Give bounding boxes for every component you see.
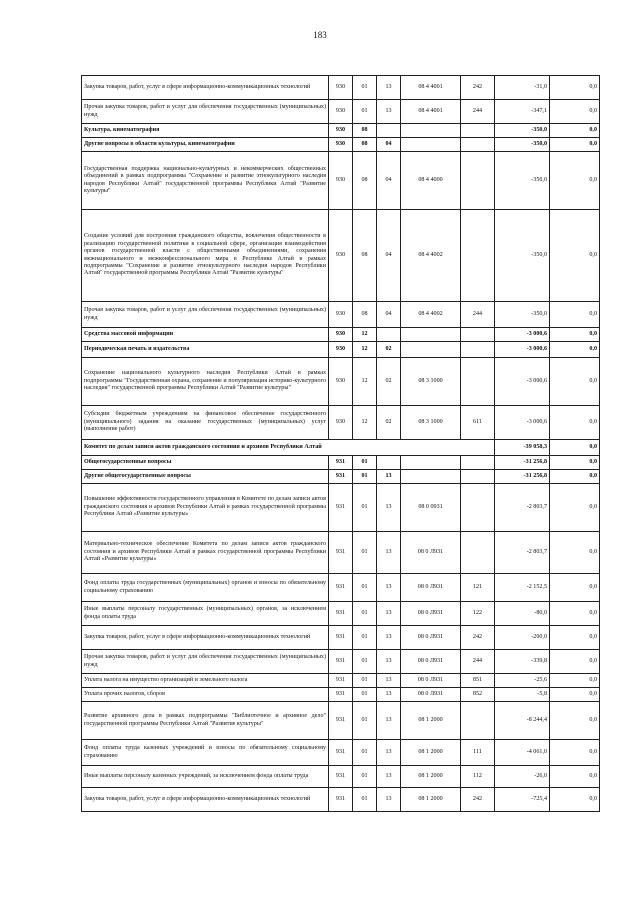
row-section-code: 01	[353, 100, 377, 124]
row-amount-2: 0,0	[550, 152, 600, 210]
row-section-code: 08	[353, 124, 377, 138]
row-grbs-code: 931	[329, 574, 353, 602]
row-expense-type: 852	[461, 688, 495, 702]
row-target-article: 08 4 4000	[401, 152, 461, 210]
row-grbs-code: 931	[329, 788, 353, 812]
row-amount-1: -26,0	[495, 766, 550, 788]
row-grbs-code: 931	[329, 626, 353, 650]
row-amount-1: -725,4	[495, 788, 550, 812]
row-subsection-code: 13	[377, 688, 401, 702]
row-section-code: 01	[353, 702, 377, 740]
row-grbs-code: 930	[329, 124, 353, 138]
row-section-code: 08	[353, 210, 377, 302]
budget-table-body	[82, 76, 600, 812]
row-section-code: 01	[353, 602, 377, 626]
row-amount-2: 0,0	[550, 138, 600, 152]
row-amount-1: -39 058,3	[495, 440, 550, 456]
row-grbs-code: 930	[329, 302, 353, 328]
table-row	[82, 406, 600, 440]
row-expense-type: 244	[461, 100, 495, 124]
row-amount-2: 0,0	[550, 766, 600, 788]
row-amount-1: -5,8	[495, 688, 550, 702]
row-name: Фонд оплаты труда казенных учреждений и взносы по обязательному социальному страхованию	[82, 740, 329, 766]
row-subsection-code: 04	[377, 302, 401, 328]
row-amount-1: -2 803,7	[495, 532, 550, 574]
row-amount-2: 0,0	[550, 484, 600, 532]
row-target-article: 08 0 Л931	[401, 650, 461, 674]
row-target-article: 08 0 Л931	[401, 626, 461, 650]
row-name: Прочая закупка товаров, работ и услуг для обеспечения государственных (муниципальных) нужд	[82, 100, 329, 124]
row-expense-type	[461, 342, 495, 358]
row-expense-type	[461, 210, 495, 302]
row-amount-1: -350,0	[495, 138, 550, 152]
row-name: Средства массовой информации	[82, 328, 329, 342]
row-expense-type	[461, 124, 495, 138]
row-name: Комитет по делам записи актов гражданского состояния и архивов Республики Алтай	[82, 440, 495, 456]
row-name: Материально-техническое обеспечение Комитета по делам записи актов гражданского состояния и архивов Республики Алтай в рамках государственной программы Республики Алтай «Развитие культуры»	[82, 532, 329, 574]
row-subsection-code: 13	[377, 532, 401, 574]
table-row	[82, 766, 600, 788]
row-amount-2: 0,0	[550, 470, 600, 484]
table-row	[82, 674, 600, 688]
row-section-code: 01	[353, 484, 377, 532]
row-name: Закупка товаров, работ, услуг в сфере информационно-коммуникационных технологий	[82, 76, 329, 100]
row-expense-type: 851	[461, 674, 495, 688]
row-name: Другие общегосударственные вопросы	[82, 470, 329, 484]
row-amount-1: -31 256,8	[495, 470, 550, 484]
row-section-code: 08	[353, 302, 377, 328]
row-grbs-code: 930	[329, 210, 353, 302]
row-section-code: 01	[353, 674, 377, 688]
row-section-code: 12	[353, 328, 377, 342]
row-amount-2: 0,0	[550, 210, 600, 302]
table-row	[82, 484, 600, 532]
row-grbs-code: 931	[329, 740, 353, 766]
row-target-article: 08 1 2000	[401, 766, 461, 788]
row-name: Прочая закупка товаров, работ и услуг для обеспечения государственных (муниципальных) нужд	[82, 302, 329, 328]
row-target-article: 08 1 2000	[401, 702, 461, 740]
row-amount-1: -350,0	[495, 152, 550, 210]
row-amount-2: 0,0	[550, 574, 600, 602]
row-section-code: 12	[353, 358, 377, 406]
row-subsection-code: 13	[377, 702, 401, 740]
row-subsection-code: 02	[377, 342, 401, 358]
row-expense-type	[461, 484, 495, 532]
row-amount-2: 0,0	[550, 740, 600, 766]
row-amount-2: 0,0	[550, 358, 600, 406]
table-row	[82, 152, 600, 210]
row-expense-type: 242	[461, 626, 495, 650]
row-subsection-code: 02	[377, 406, 401, 440]
row-grbs-code: 931	[329, 470, 353, 484]
row-expense-type	[461, 328, 495, 342]
row-section-code: 01	[353, 788, 377, 812]
row-target-article	[401, 138, 461, 152]
row-name: Фонд оплаты труда государственных (муниципальных) органов и взносы по обязательному социальному страхованию	[82, 574, 329, 602]
row-section-code: 01	[353, 650, 377, 674]
table-row	[82, 328, 600, 342]
row-name: Государственная поддержка национально-культурных и некоммерческих общественных объединений в рамках подпрограммы "Сохранение и развитие этнокультурного наследия народов Республики Алтай" государственной программы Республики Алтай "Развитие культуры"	[82, 152, 329, 210]
row-subsection-code: 04	[377, 152, 401, 210]
row-expense-type: 244	[461, 650, 495, 674]
row-amount-2: 0,0	[550, 124, 600, 138]
row-amount-2: 0,0	[550, 302, 600, 328]
row-section-code: 01	[353, 76, 377, 100]
table-row	[82, 138, 600, 152]
row-target-article: 08 0 Л931	[401, 674, 461, 688]
row-section-code: 01	[353, 766, 377, 788]
row-subsection-code: 02	[377, 358, 401, 406]
row-subsection-code: 13	[377, 626, 401, 650]
row-expense-type: 111	[461, 740, 495, 766]
table-row	[82, 740, 600, 766]
row-amount-1: -31 256,8	[495, 456, 550, 470]
row-expense-type	[461, 138, 495, 152]
row-name: Иные выплаты персоналу государственных (муниципальных) органов, за исключением фонда оплаты труда	[82, 602, 329, 626]
row-amount-2: 0,0	[550, 788, 600, 812]
row-name: Сохранение национального культурного наследия Республики Алтай в рамках подпрограммы "Государственная охрана, сохранение и популяризация историко-культурного наследия" государственной программы Республики Алтай "Развитие культуры"	[82, 358, 329, 406]
row-amount-1: -3 000,6	[495, 328, 550, 342]
table-row	[82, 650, 600, 674]
table-row	[82, 302, 600, 328]
row-grbs-code: 930	[329, 138, 353, 152]
row-grbs-code: 930	[329, 328, 353, 342]
row-amount-2: 0,0	[550, 342, 600, 358]
table-row	[82, 470, 600, 484]
row-name: Развитие архивного дела в рамках подпрограммы "Библиотечное и архивное дело" государственной программы Республики Алтай "Развитие культуры"	[82, 702, 329, 740]
row-amount-1: -350,0	[495, 210, 550, 302]
row-expense-type	[461, 470, 495, 484]
row-name: Другие вопросы в области культуры, кинематографии	[82, 138, 329, 152]
row-expense-type	[461, 456, 495, 470]
row-amount-1: -3 000,6	[495, 342, 550, 358]
table-row	[82, 76, 600, 100]
row-amount-1: -3 000,6	[495, 406, 550, 440]
row-target-article: 08 1 2000	[401, 788, 461, 812]
row-amount-2: 0,0	[550, 456, 600, 470]
page-number: 183	[313, 30, 327, 40]
table-row	[82, 574, 600, 602]
row-amount-1: -2 803,7	[495, 484, 550, 532]
row-amount-2: 0,0	[550, 626, 600, 650]
row-target-article: 08 4 4002	[401, 302, 461, 328]
row-grbs-code: 930	[329, 358, 353, 406]
row-name: Периодическая печать и издательства	[82, 342, 329, 358]
row-name: Прочая закупка товаров, работ и услуг для обеспечения государственных (муниципальных) нужд	[82, 650, 329, 674]
row-grbs-code: 931	[329, 602, 353, 626]
row-amount-2: 0,0	[550, 328, 600, 342]
row-amount-2: 0,0	[550, 674, 600, 688]
table-row	[82, 788, 600, 812]
row-grbs-code: 930	[329, 342, 353, 358]
row-amount-1: -3 000,6	[495, 358, 550, 406]
row-grbs-code: 931	[329, 688, 353, 702]
row-amount-1: -2 152,5	[495, 574, 550, 602]
row-section-code: 01	[353, 470, 377, 484]
row-target-article: 08 0 Л931	[401, 602, 461, 626]
row-target-article: 08 0 Л931	[401, 688, 461, 702]
row-target-article: 08 3 1000	[401, 358, 461, 406]
table-row	[82, 456, 600, 470]
row-target-article: 08 0 Л931	[401, 574, 461, 602]
row-name: Создание условий для построения гражданского общества, вовлечения общественности в реализацию государственной политики в социальной сфере, организация взаимодействия органов государственной власти с общественными объединениями, сохранения межнационального и межконфессионального мира в Республике Алтай в рамках подпрограммы "Сохранение и развитие этнокультурного наследия народов Республики Алтай" государственной программы Республики Алтай "Развитие культуры"	[82, 210, 329, 302]
row-name: Повышение эффективности государственного управления в Комитете по делам записи актов гражданского состояния и архивов Республики Алтай в рамках государственной программы Республики Алтай «Развитие культуры»	[82, 484, 329, 532]
row-amount-1: -350,0	[495, 124, 550, 138]
row-amount-2: 0,0	[550, 702, 600, 740]
row-grbs-code: 930	[329, 152, 353, 210]
row-subsection-code: 13	[377, 602, 401, 626]
row-subsection-code: 13	[377, 574, 401, 602]
row-subsection-code: 13	[377, 650, 401, 674]
row-subsection-code	[377, 456, 401, 470]
row-subsection-code: 13	[377, 76, 401, 100]
row-expense-type: 244	[461, 302, 495, 328]
row-amount-1: -31,0	[495, 76, 550, 100]
row-amount-1: -80,0	[495, 602, 550, 626]
table-row	[82, 688, 600, 702]
row-expense-type	[461, 532, 495, 574]
row-grbs-code: 931	[329, 650, 353, 674]
row-section-code: 01	[353, 574, 377, 602]
row-amount-1: -350,0	[495, 302, 550, 328]
row-target-article: 08 4 4001	[401, 100, 461, 124]
row-grbs-code: 930	[329, 76, 353, 100]
row-grbs-code: 931	[329, 766, 353, 788]
row-amount-2: 0,0	[550, 602, 600, 626]
row-section-code: 08	[353, 152, 377, 210]
row-target-article	[401, 456, 461, 470]
row-expense-type	[461, 358, 495, 406]
row-amount-1: -8 244,4	[495, 702, 550, 740]
row-section-code: 12	[353, 342, 377, 358]
row-grbs-code: 931	[329, 532, 353, 574]
row-expense-type: 242	[461, 76, 495, 100]
row-name: Культура, кинематография	[82, 124, 329, 138]
row-grbs-code: 930	[329, 406, 353, 440]
row-grbs-code: 931	[329, 674, 353, 688]
row-subsection-code: 13	[377, 788, 401, 812]
row-subsection-code: 04	[377, 210, 401, 302]
table-row	[82, 342, 600, 358]
row-amount-2: 0,0	[550, 76, 600, 100]
row-section-code: 12	[353, 406, 377, 440]
row-target-article: 08 0 Л931	[401, 532, 461, 574]
row-subsection-code: 13	[377, 484, 401, 532]
row-grbs-code: 931	[329, 702, 353, 740]
row-name: Субсидии бюджетным учреждениям на финансовое обеспечение государственного (муниципального) задания на оказание государственных (муниципальных) услуг (выполнение работ)	[82, 406, 329, 440]
table-row	[82, 100, 600, 124]
row-section-code: 08	[353, 138, 377, 152]
row-subsection-code: 13	[377, 766, 401, 788]
table-row	[82, 210, 600, 302]
table-row	[82, 532, 600, 574]
row-expense-type: 112	[461, 766, 495, 788]
row-subsection-code: 13	[377, 470, 401, 484]
row-amount-2: 0,0	[550, 100, 600, 124]
table-row	[82, 358, 600, 406]
row-target-article	[401, 470, 461, 484]
row-target-article: 08 4 4001	[401, 76, 461, 100]
table-row	[82, 702, 600, 740]
row-expense-type: 122	[461, 602, 495, 626]
budget-table	[81, 75, 600, 812]
table-row	[82, 602, 600, 626]
row-subsection-code	[377, 328, 401, 342]
row-target-article: 08 1 2000	[401, 740, 461, 766]
row-expense-type: 121	[461, 574, 495, 602]
row-name: Закупка товаров, работ, услуг в сфере информационно-коммуникационных технологий	[82, 626, 329, 650]
row-amount-2: 0,0	[550, 440, 600, 456]
row-subsection-code: 13	[377, 740, 401, 766]
row-amount-1: -200,0	[495, 626, 550, 650]
row-section-code: 01	[353, 626, 377, 650]
row-amount-1: -347,1	[495, 100, 550, 124]
row-target-article: 08 3 1000	[401, 406, 461, 440]
row-grbs-code: 931	[329, 484, 353, 532]
row-expense-type: 242	[461, 788, 495, 812]
row-subsection-code: 04	[377, 138, 401, 152]
row-target-article: 08 4 4002	[401, 210, 461, 302]
row-amount-1: -339,8	[495, 650, 550, 674]
row-section-code: 01	[353, 740, 377, 766]
row-grbs-code: 931	[329, 456, 353, 470]
row-subsection-code: 13	[377, 100, 401, 124]
table-row	[82, 124, 600, 138]
row-section-code: 01	[353, 688, 377, 702]
row-target-article	[401, 124, 461, 138]
row-section-code: 01	[353, 532, 377, 574]
row-grbs-code: 930	[329, 100, 353, 124]
row-name: Закупка товаров, работ, услуг в сфере информационно-коммуникационных технологий	[82, 788, 329, 812]
row-amount-1: -25,6	[495, 674, 550, 688]
row-target-article: 08 0 0931	[401, 484, 461, 532]
row-name: Общегосударственные вопросы	[82, 456, 329, 470]
row-target-article	[401, 342, 461, 358]
table-row	[82, 626, 600, 650]
row-target-article	[401, 328, 461, 342]
row-name: Уплата прочих налогов, сборов	[82, 688, 329, 702]
row-expense-type	[461, 152, 495, 210]
row-amount-2: 0,0	[550, 688, 600, 702]
row-expense-type	[461, 702, 495, 740]
row-amount-2: 0,0	[550, 532, 600, 574]
row-subsection-code	[377, 124, 401, 138]
row-amount-1: -4 061,0	[495, 740, 550, 766]
row-name: Уплата налога на имущество организаций и земельного налога	[82, 674, 329, 688]
row-section-code: 01	[353, 456, 377, 470]
row-expense-type: 611	[461, 406, 495, 440]
table-row	[82, 440, 600, 456]
row-amount-2: 0,0	[550, 650, 600, 674]
row-subsection-code: 13	[377, 674, 401, 688]
row-name: Иные выплаты персоналу казенных учреждений, за исключением фонда оплаты труда	[82, 766, 329, 788]
row-amount-2: 0,0	[550, 406, 600, 440]
